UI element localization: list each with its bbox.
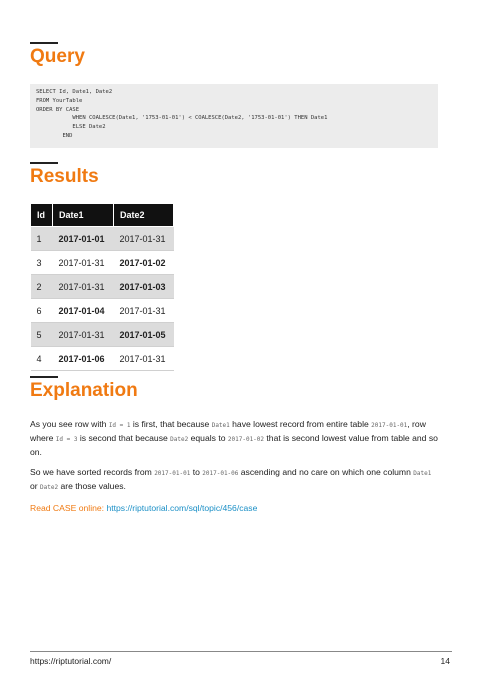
cell-id: 2 [31, 275, 53, 299]
cell-date1: 2017-01-31 [53, 275, 114, 299]
text: that is second lowest value from table and so on. [30, 433, 438, 458]
read-online-label: Read CASE online: [30, 503, 107, 513]
text: to [190, 467, 203, 477]
inline-code: Date2 [40, 484, 59, 492]
inline-code: Date1 [413, 470, 432, 477]
cell-id: 1 [31, 227, 53, 251]
cell-date1: 2017-01-31 [53, 251, 114, 275]
inline-code: 2017-01-01 [154, 470, 191, 477]
section-rule [30, 162, 58, 164]
text: are those values. [58, 481, 126, 492]
explanation-paragraph-1 [30, 418, 440, 460]
table-header-row [31, 204, 174, 227]
table-row [31, 227, 174, 251]
explanation-heading: Explanation [30, 380, 138, 401]
cell-date1: 2017-01-01 [53, 227, 114, 251]
section-rule [30, 42, 58, 44]
explanation-paragraph-2 [30, 466, 440, 494]
cell-date1: 2017-01-31 [53, 323, 114, 347]
table-row [31, 275, 174, 299]
text: is first, that because [130, 419, 212, 429]
inline-code: 2017-01-01 [371, 422, 408, 429]
cell-date1: 2017-01-04 [53, 299, 114, 323]
text: ascending and no care on which one column [238, 467, 414, 477]
text: is second that because [77, 433, 171, 444]
results-heading: Results [30, 166, 99, 187]
cell-id: 4 [31, 347, 53, 371]
table-row [31, 323, 174, 347]
cell-date2: 2017-01-03 [114, 275, 174, 299]
cell-id: 6 [31, 299, 53, 323]
column-header-id: Id [31, 204, 53, 227]
cell-date2: 2017-01-31 [114, 227, 174, 251]
cell-date2: 2017-01-05 [114, 323, 174, 347]
inline-code: Date2 [170, 436, 189, 444]
footer-divider [30, 651, 452, 652]
footer-url: https://riptutorial.com/ [30, 656, 112, 666]
sql-code-block: SELECT Id, Date1, Date2 FROM YourTable ORDER BY CASE WHEN COALESCE(Date1, '1753-01-01') < COALESCE(Date2, '1753-01-01') THEN Date1 ELSE Date2 END [30, 84, 438, 148]
read-online-link[interactable]: https://riptutorial.com/sql/topic/456/case [106, 503, 258, 513]
cell-id: 3 [31, 251, 53, 275]
text: have lowest record from entire table [229, 419, 372, 429]
section-rule [30, 376, 58, 378]
table-row [31, 299, 174, 323]
query-heading: Query [30, 46, 85, 67]
cell-date2: 2017-01-31 [114, 299, 174, 323]
read-online-line [30, 502, 440, 515]
text: , row where [30, 419, 426, 444]
inline-code: 2017-01-06 [202, 470, 239, 477]
inline-code: Id = 3 [55, 436, 78, 444]
inline-code: Date1 [211, 422, 230, 429]
inline-code: 2017-01-02 [227, 436, 265, 444]
text: equals to [188, 433, 228, 444]
cell-date2: 2017-01-02 [114, 251, 174, 275]
cell-date2: 2017-01-31 [114, 347, 174, 371]
results-table [30, 203, 174, 371]
table-row [31, 347, 174, 371]
cell-date1: 2017-01-06 [53, 347, 114, 371]
inline-code: Id = 1 [108, 422, 131, 429]
column-header-date2: Date2 [114, 204, 174, 227]
table-row [31, 251, 174, 275]
page-number: 14 [440, 656, 450, 666]
cell-id: 5 [31, 323, 53, 347]
text: So we have sorted records from [30, 467, 155, 477]
document-page [30, 0, 450, 679]
text: As you see row with [30, 419, 109, 429]
text: or [30, 481, 41, 492]
column-header-date1: Date1 [53, 204, 114, 227]
